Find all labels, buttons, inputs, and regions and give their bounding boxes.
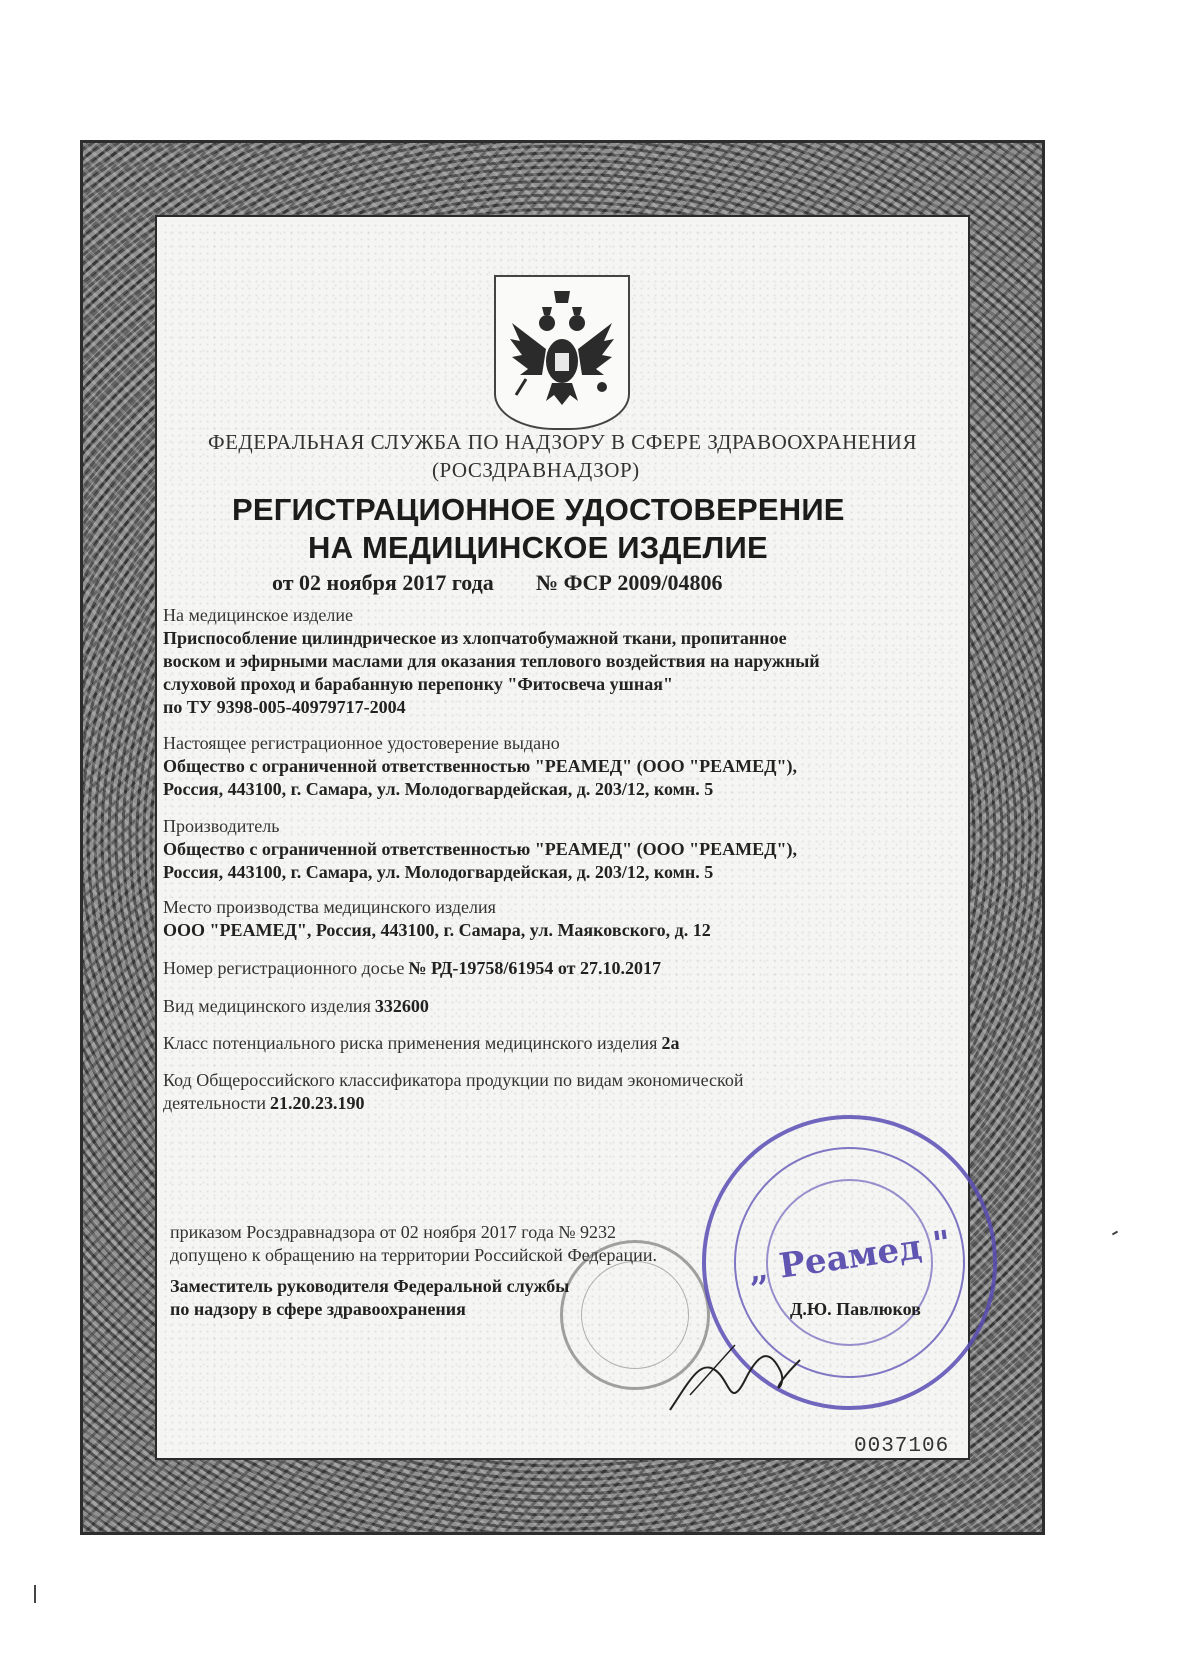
document-title-line1: РЕГИСТРАЦИОННОЕ УДОСТОВЕРЕНИЕ xyxy=(232,492,845,527)
serial-number: 0037106 xyxy=(854,1435,950,1458)
production-site-label: Место производства медицинского изделия xyxy=(163,897,496,917)
device-label: На медицинское изделие xyxy=(163,605,354,625)
risk-class-row xyxy=(163,1033,679,1054)
scan-speck xyxy=(34,1585,36,1603)
certificate-number: № ФСР 2009/04806 xyxy=(536,570,723,595)
handwritten-signature xyxy=(660,1340,810,1420)
dossier-number: № РД-19758/61954 от 27.10.2017 xyxy=(408,958,662,978)
device-specification: по ТУ 9398-005-40979717-2004 xyxy=(163,697,406,717)
risk-class-value: 2а xyxy=(661,1033,680,1053)
order-line: приказом Росздравнадзора от 02 ноября 2017 года № 9232 xyxy=(170,1222,617,1242)
manufacturer-address: Россия, 443100, г. Самара, ул. Молодогвардейская, д. 203/12, комн. 5 xyxy=(163,862,714,882)
device-description-line: воском и эфирными маслами для оказания теплового воздействия на наружный xyxy=(163,651,820,671)
dossier-row xyxy=(163,958,661,979)
agency-name: ФЕДЕРАЛЬНАЯ СЛУЖБА ПО НАДЗОРУ В СФЕРЕ ЗДРАВООХРАНЕНИЯ xyxy=(208,430,917,454)
stamp-center-text: „ Реамед " xyxy=(745,1222,954,1292)
coat-of-arms-emblem xyxy=(494,275,630,430)
okpd-code: 21.20.23.190 xyxy=(270,1093,365,1113)
issued-to-address: Россия, 443100, г. Самара, ул. Молодогвардейская, д. 203/12, комн. 5 xyxy=(163,779,714,799)
signatory-name: Д.Ю. Павлюков xyxy=(790,1299,921,1319)
risk-class-label: Класс потенциального риска применения медицинского изделия xyxy=(163,1033,658,1053)
issue-date: от 02 ноября 2017 года xyxy=(272,570,494,595)
okpd-label: Код Общероссийского классификатора продукции по видам экономической xyxy=(163,1070,744,1090)
document-title-line2: НА МЕДИЦИНСКОЕ ИЗДЕЛИЕ xyxy=(308,530,768,565)
manufacturer-company: Общество с ограниченной ответственностью "РЕАМЕД" (ООО "РЕАМЕД"), xyxy=(163,839,797,859)
device-kind-row xyxy=(163,996,429,1017)
scan-speck xyxy=(1112,1231,1118,1236)
device-description-line: слуховой проход и барабанную перепонку "Фитосвеча ушная" xyxy=(163,674,673,694)
double-headed-eagle-icon xyxy=(502,283,622,413)
agency-abbreviation: (РОСЗДРАВНАДЗОР) xyxy=(432,458,640,482)
issued-to-company: Общество с ограниченной ответственностью "РЕАМЕД" (ООО "РЕАМЕД"), xyxy=(163,756,797,776)
okpd-label-continued: деятельности xyxy=(163,1093,267,1113)
order-line: допущено к обращению на территории Российской Федерации. xyxy=(170,1245,657,1265)
issued-to-label: Настоящее регистрационное удостоверение выдано xyxy=(163,733,560,753)
device-kind-code: 332600 xyxy=(374,996,429,1016)
device-kind-label: Вид медицинского изделия xyxy=(163,996,371,1016)
device-description-line: Приспособление цилиндрическое из хлопчатобумажной ткани, пропитанное xyxy=(163,628,787,648)
signatory-position: Заместитель руководителя Федеральной службы xyxy=(170,1276,570,1296)
okpd-row xyxy=(163,1093,365,1114)
production-site-value: ООО "РЕАМЕД", Россия, 443100, г. Самара, ул. Маяковского, д. 12 xyxy=(163,920,711,940)
dossier-label: Номер регистрационного досье xyxy=(163,958,405,978)
signatory-position: по надзору в сфере здравоохранения xyxy=(170,1299,466,1319)
manufacturer-label: Производитель xyxy=(163,816,280,836)
